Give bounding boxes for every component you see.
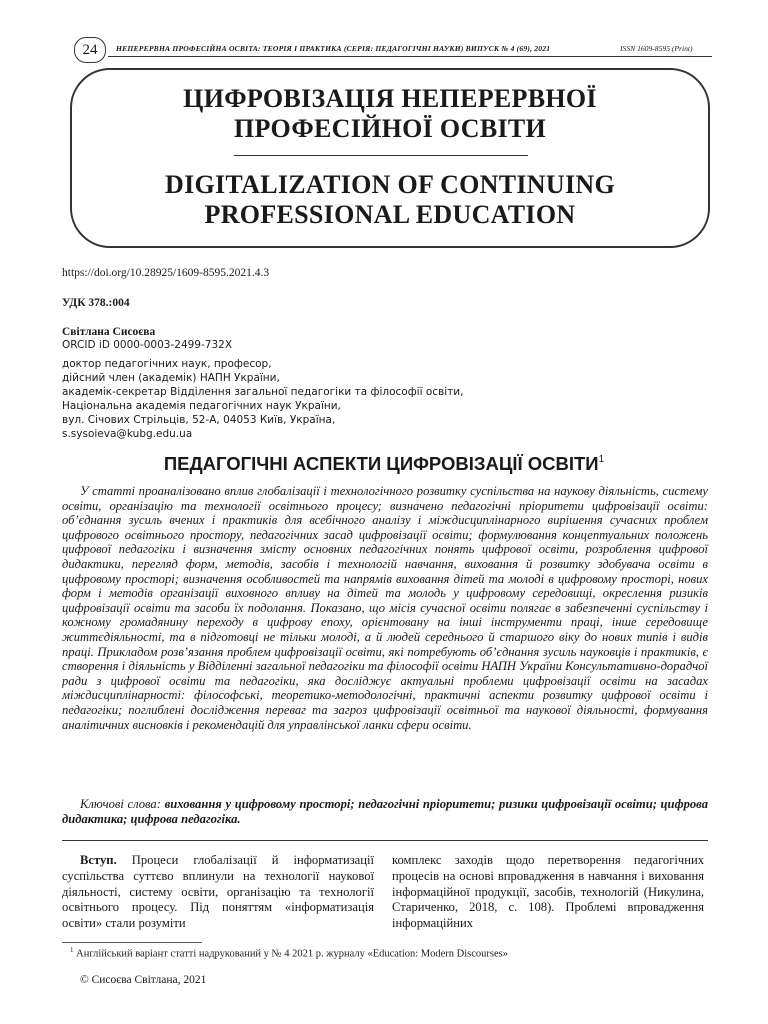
- intro-label: Вступ.: [80, 853, 117, 867]
- running-head: НЕПЕРЕРВНА ПРОФЕСІЙНА ОСВІТА: ТЕОРІЯ І ПРАКТИКА (СЕРІЯ: ПЕДАГОГІЧНІ НАУКИ) ВИПУСК № 4 (69), 2021: [116, 44, 551, 53]
- doi-link[interactable]: https://doi.org/10.28925/1609-8595.2021.4.3: [62, 267, 270, 279]
- section-title-uk-line-2: ПРОФЕСІЙНОЇ ОСВІТИ: [233, 114, 547, 143]
- footnote: [70, 944, 508, 961]
- title-footnote-mark[interactable]: 1: [598, 454, 605, 465]
- section-title-en-line-2: PROFESSIONAL EDUCATION: [204, 200, 576, 229]
- keywords: [62, 797, 708, 826]
- udk-code: УДК 378.:004: [62, 297, 130, 309]
- section-title-en-line-1: DIGITALIZATION OF CONTINUING: [165, 170, 615, 199]
- keywords-list: виховання у цифровому просторі; педагогічні пріоритети; ризики цифровізації освіти; цифрова дидактика; цифрова педагогіка.: [62, 797, 709, 826]
- author-affiliation: [62, 357, 463, 441]
- section-title-box: [70, 68, 710, 248]
- copyright-notice: © Сисоєва Світлана, 2021: [80, 974, 207, 986]
- affiliation-line: академік-секретар Відділення загальної педагогіки та філософії освіти,: [62, 386, 464, 398]
- keywords-label: Ключові слова:: [80, 797, 161, 811]
- abstract: У статті проаналізовано вплив глобалізації і технологічного розвитку суспільства на наукову діяльність, систему освіти, організацію та технології освітнього процесу; визначено педагогічні пріоритети цифровізації освіти: об’єднання зусиль вчених і практиків для всебічного аналізу і міждисциплінарного вирішення сучасних проблем цифрового освітнього простору, педагогічних засад цифровізації освіти; формулювання концептуальних положень цифрової педагогіки і визначення змісту основних педагогічних понять цифрової освіти, розроблення цифрової дидактики, перегляд форм, методів, засобів і технологій навчання, виховання й розвитку здобувача освіти в цифровому просторі; визначення особливостей та напрямів виховання дітей та молоді в цифровому просторі, нових форм і методів організації виховного впливу на дітей та молодь у цифровому середовищі, окреслення ризиків цифровізації освіти та засоби їх подолання. Показано, що місія сучасної освіти полягає в забезпеченні суспільству і кожному громадянину переходу в цифрову епоху, орієнтовану на інші інструменти праці, інше середовище життєдіяльності, та в підготовці не тільки молоді, а й людей середнього й старшого віку до нових типів і видів праці. Прикладом розв’язання проблем цифровізації освіти, які потребують об’єднання зусиль науковців і практиків, є створення і діяльність у Відділенні загальної педагогіки та філософії освіти НАПН України Консультативно-дорадчої ради з цифрової освіти та педагогіки, яка досліджує актуальні проблеми цифровізації освіти на засадах міждисциплінарності: філософські, теоретико-методологічні, практичні аспекти розвитку цифрової освіти і педагогіки; поглиблені дослідження переваг та загроз цифровізації освітньої та наукової діяльності, формування аналітичних висновків і рекомендацій для управлінської ланки сфери освіти.: [62, 484, 708, 732]
- footnote-divider: [62, 942, 202, 943]
- article-title-text: ПЕДАГОГІЧНІ АСПЕКТИ ЦИФРОВІЗАЦІЇ ОСВІТИ: [163, 453, 599, 474]
- author-name: Світлана Сисоєва: [62, 326, 156, 338]
- section-title-uk-line-1: ЦИФРОВІЗАЦІЯ НЕПЕРЕРВНОЇ: [183, 84, 597, 113]
- title-divider: [234, 155, 528, 156]
- affiliation-line: доктор педагогічних наук, професор,: [62, 358, 272, 370]
- orcid-line: [62, 338, 232, 352]
- orcid-id[interactable]: iD 0000-0003-2499-732X: [98, 339, 233, 351]
- footnote-mark: 1: [70, 946, 74, 954]
- header-divider: [108, 56, 712, 57]
- intro-column-left: [62, 853, 374, 932]
- author-email[interactable]: s.sysoieva@kubg.edu.ua: [62, 428, 193, 440]
- intro-text-left: Процеси глобалізації й інформатизації суспільства суттєво вплинули на технології наукової діяльності, систему освіти, організацію та технології освітнього процесу. Під поняттям «інформатизація освіти» стали розуміти: [62, 853, 375, 931]
- issn-label: ISSN 1609-8595 (Print): [620, 44, 693, 53]
- page-number: 24: [74, 37, 106, 63]
- section-title-ukrainian: [72, 84, 708, 144]
- body-divider: [62, 840, 708, 841]
- affiliation-line: Національна академія педагогічних наук України,: [62, 400, 341, 412]
- article-title: [0, 453, 768, 475]
- orcid-label: ORCID: [62, 339, 96, 351]
- footnote-text: Англійський варіант статті надрукований у № 4 2021 р. журналу «Education: Modern Discourses»: [76, 948, 508, 960]
- intro-column-right: комплекс заходів щодо перетворення педагогічних процесів на основі впровадження в навчання і виховання інформаційної продукції, засобів, технологій (Никулина, Стариченко, 2018, с. 108). Проблемі впровадження інформаційних: [392, 853, 704, 931]
- affiliation-line: вул. Січових Стрільців, 52-А, 04053 Київ, Україна,: [62, 414, 336, 426]
- section-title-english: [72, 170, 708, 230]
- affiliation-line: дійсний член (академік) НАПН України,: [62, 372, 280, 384]
